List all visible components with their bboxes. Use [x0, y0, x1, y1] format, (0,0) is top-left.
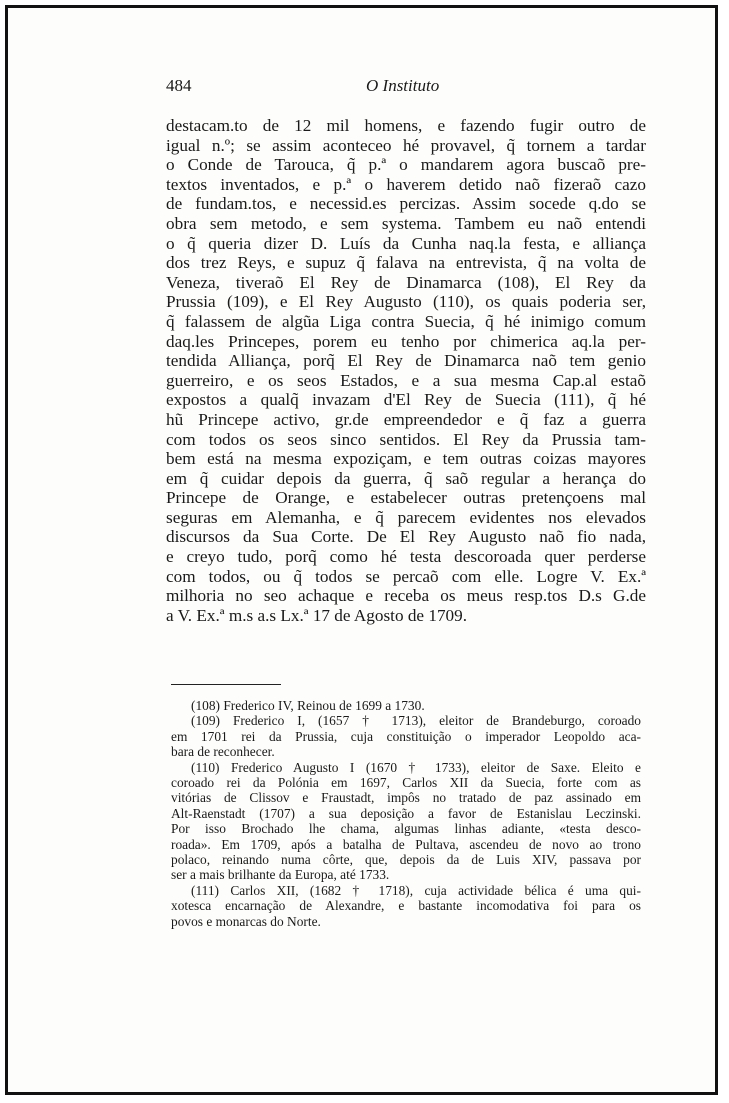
- body-line: bem está na mesma expoziçam, e tem outras coizas mayores: [166, 449, 646, 469]
- body-line: expostos a qualq̃ invazam d'El Rey de Suecia (111), q̃ hé: [166, 390, 646, 410]
- footnote-line: em 1701 rei da Prussia, cuja constituição o imperador Leopoldo aca-: [171, 728, 641, 744]
- body-line: discursos da Sua Corte. De El Rey Augusto naõ fio nada,: [166, 527, 646, 547]
- footnote-line: (110) Frederico Augusto I (1670 † 1733), eleitor de Saxe. Eleito e: [191, 759, 641, 775]
- footnote-line: Por isso Brochado lhe chama, algumas linhas adiante, «testa desco-: [171, 821, 641, 837]
- footnote-divider: [171, 684, 281, 685]
- body-line: a V. Ex.ª m.s a.s Lx.ª 17 de Agosto de 1709.: [166, 605, 468, 625]
- body-line: de fundam.tos, e necessid.es percizas. Assim socede q.do se: [166, 194, 646, 214]
- footnote-line: bara de reconhecer.: [171, 744, 275, 760]
- body-line: com todos os seos sinco sentidos. El Rey da Prussia tam-: [166, 429, 646, 449]
- footnote-line: ser a mais brilhante da Europa, até 1733.: [171, 867, 390, 883]
- letter-body: [166, 116, 646, 625]
- body-line: daq.les Princepes, porem eu tenho por chimerica aq.la per-: [166, 331, 646, 351]
- footnote-line: (109) Frederico I, (1657 † 1713), eleitor de Brandeburgo, coroado: [191, 713, 641, 729]
- footnote-line: coroado rei da Polónia em 1697, Carlos XII da Suecia, forte com as: [171, 775, 641, 791]
- body-line: igual n.º; se assim aconteceo hé provavel, q̃ tornem a tardar: [166, 135, 646, 155]
- journal-title: O Instituto: [366, 76, 440, 95]
- body-line: destacam.to de 12 mil homens, e fazendo fugir outro de: [166, 116, 646, 135]
- running-head: [166, 76, 646, 102]
- footnote-line: xotesca encarnação de Alexandre, e bastante incomodativa foi para os: [171, 898, 641, 914]
- page-number: 484: [166, 76, 192, 95]
- footnote-line: vitórias de Clissov e Fraustadt, impôs no tratado de paz assinado em: [171, 790, 641, 806]
- body-line: Veneza, tiveraõ El Rey de Dinamarca (108), El Rey da: [166, 272, 646, 292]
- body-line: com todos, ou q̃ todos se percaõ com elle. Logre V. Ex.ª: [166, 566, 646, 586]
- footnote-line: (111) Carlos XII, (1682 † 1718), cuja actividade bélica é uma qui-: [191, 882, 641, 898]
- footnote-line: povos e monarcas do Norte.: [171, 913, 321, 929]
- body-line: Princepe de Orange, e estabelecer outras pretençoens mal: [166, 488, 646, 508]
- footnotes: [171, 698, 641, 929]
- body-line: em q̃ cuidar depois da guerra, q̃ saõ regular a herança do: [166, 468, 646, 488]
- body-line: q̃ falassem de algũa Liga contra Suecia, q̃ hé inimigo comum: [166, 311, 646, 331]
- footnote-line: roada». Em 1709, após a batalha de Pultava, ascendeu de novo ao trono: [171, 836, 641, 852]
- body-line: dos trez Reys, e supuz q̃ falava na entrevista, q̃ na volta de: [166, 253, 646, 273]
- body-line: hũ Princepe activo, gr.de empreendedor e q̃ faz a guerra: [166, 409, 646, 429]
- body-line: seguras em Alemanha, e q̃ parecem evidentes nos elevados: [166, 507, 646, 527]
- body-line: o Conde de Tarouca, q̃ p.ª o mandarem agora buscaõ pre-: [166, 155, 646, 175]
- page: [5, 5, 718, 1095]
- body-line: guerreiro, e os seos Estados, e a sua mesma Cap.al estaõ: [166, 370, 646, 390]
- footnote-line: polaco, reinando numa côrte, que, depois da de Luis XIV, passava por: [171, 852, 641, 868]
- body-line: e creyo tudo, porq̃ como hé testa descoroada quer perderse: [166, 547, 646, 567]
- body-line: textos inventados, e p.ª o haverem detido naõ fizeraõ cazo: [166, 174, 646, 194]
- footnote-line: (108) Frederico IV, Reinou de 1699 a 1730.: [191, 698, 425, 713]
- body-line: obra sem metodo, e sem systema. Tambem eu naõ entendi: [166, 213, 646, 233]
- body-line: o q̃ queria dizer D. Luís da Cunha naq.la festa, e alliança: [166, 233, 646, 253]
- body-line: milhoria no seo achaque e receba os meus resp.tos D.s G.de: [166, 586, 646, 606]
- body-line: tendida Alliança, porq̃ El Rey de Dinamarca naõ tem genio: [166, 351, 646, 371]
- footnote-line: Alt-Raenstadt (1707) a sua deposição a favor de Estanislau Leczinski.: [171, 805, 641, 821]
- body-line: Prussia (109), e El Rey Augusto (110), os quais poderia ser,: [166, 292, 646, 312]
